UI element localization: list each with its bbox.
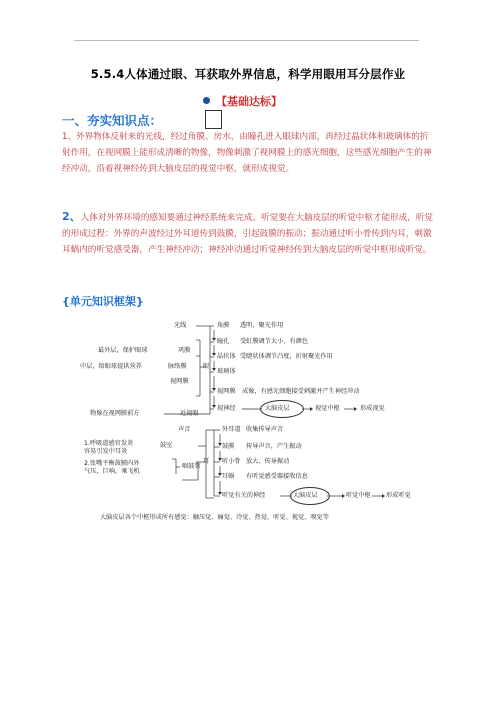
ear-label: 耳 <box>203 458 210 465</box>
eardrum-label: 鼓膜 <box>222 443 235 450</box>
auditory-center-label: 听觉中枢 <box>346 492 371 499</box>
cornea-label: 角膜 <box>217 322 230 329</box>
retina-desc: 成像，有感光细胞接受刺激并产生神经冲动 <box>242 388 360 395</box>
paragraph-hearing-text: 人体对外界环境的感知要通过神经系统来完成。听觉要在大脑皮层的听觉中枢才能形成，听觉的形成过程：外界的声波经过外耳道传到鼓膜，引起鼓膜的振动；振动通过听小骨传到内耳，刺激耳蜗内的听觉感受器，产生神经冲动；神经冲动通过听觉神经传到大脑皮层的听觉中枢形成听觉。 <box>62 213 434 255</box>
eye-label: 眼 <box>203 363 210 370</box>
note2-line1: 2.张嘴平衡鼓膜内外 <box>84 460 140 467</box>
form-hearing-label: 形成听觉 <box>386 492 411 499</box>
eustachian-label: 咽鼓管 <box>182 463 201 470</box>
lens-desc: 受睫状体调节凸度，折射聚光作用 <box>240 353 333 360</box>
tympanic-label: 鼓室 <box>160 442 173 449</box>
optic-nerve-label: 视神经 <box>217 405 236 412</box>
ear-canal-label: 外耳道 <box>222 426 241 433</box>
cortex-label-ear: 大脑皮层 <box>293 492 318 499</box>
selection-box <box>205 110 222 129</box>
paragraph-number: 2、 <box>62 210 81 223</box>
cornea-desc: 透明，聚光作用 <box>240 322 284 329</box>
lens-label: 晶状体 <box>217 353 236 360</box>
page-title: 5.5.4人体通过眼、耳获取外界信息，科学用眼用耳分层作业 <box>90 67 406 81</box>
image-front-label: 物像在视网膜前方 <box>90 410 140 417</box>
choroid-desc: 中层，给眼球提供营养 <box>80 363 142 370</box>
cortex-label-eye: 大脑皮层 <box>265 405 290 412</box>
visual-center-label: 视觉中枢 <box>315 405 340 412</box>
ossicles-label: 听小骨 <box>222 458 241 465</box>
pupil-desc: 受虹膜调节大小，有颜色 <box>240 338 309 345</box>
frame-title: {单元知识框架} <box>62 295 144 308</box>
myopia-label: 近视眼 <box>180 410 199 417</box>
sclera-label: 巩膜 <box>178 347 191 354</box>
form-vision-label: 形成视觉 <box>360 405 385 412</box>
paragraph-vision: 1、外界物体反射来的光线，经过角膜、房水，由瞳孔进入眼球内部，再经过晶状体和玻璃体的折射作用，在视网膜上能形成清晰的物像，物像刺激了视网膜上的感光细胞，这些感光细胞产生的神经冲动，沿着视神经传到大脑皮层的视觉中枢，就形成视觉。 <box>62 132 432 174</box>
retina-layer-label: 视网膜 <box>170 378 189 385</box>
ear-canal-desc: 收集传导声音 <box>246 426 284 433</box>
vitreous-label: 玻璃体 <box>217 368 236 375</box>
paragraph-hearing <box>62 209 434 258</box>
sound-label: 声音 <box>178 426 191 433</box>
ossicles-desc: 放大、传导振动 <box>246 458 290 465</box>
pupil-label: 瞳孔 <box>217 338 230 345</box>
sclera-desc: 最外层，保护眼球 <box>98 347 148 354</box>
diagram-footer: 大脑皮层各个中枢形成所有感觉：触压觉、痛觉、冷觉、热觉、听觉、视觉、嗅觉等 <box>100 514 329 521</box>
bullet-dot-icon <box>203 97 210 104</box>
part-one-heading: 一、夯实知识点： <box>62 113 163 128</box>
header-rule <box>74 40 419 41</box>
note1-line2: 容易引发中耳炎 <box>84 448 128 455</box>
knowledge-diagram <box>72 312 442 530</box>
section-heading: 【基础达标】 <box>216 95 282 108</box>
cochlea-label: 耳蜗 <box>222 473 235 480</box>
light-label: 光线 <box>174 322 187 329</box>
note2-line2: 气压，巨响、乘飞机 <box>84 468 140 475</box>
retina-label: 视网膜 <box>217 388 236 395</box>
note1-line1: 1.呼吸道感官发炎 <box>84 440 134 447</box>
cochlea-desc: 有听觉感受器接收信息 <box>246 473 308 480</box>
choroid-label: 脉络膜 <box>168 363 187 370</box>
auditory-nerve-label: 听觉有关的神经 <box>222 492 266 499</box>
eardrum-desc: 传导声音，产生振动 <box>246 443 302 450</box>
